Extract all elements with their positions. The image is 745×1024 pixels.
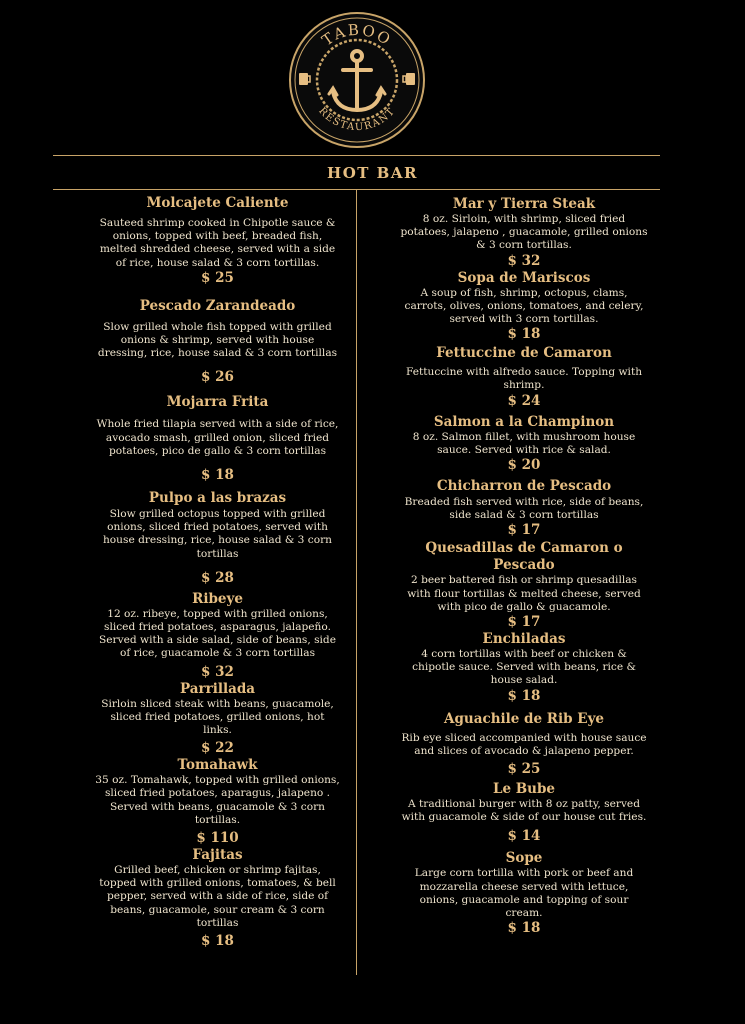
menu-item-name: Le Bube — [492, 781, 556, 798]
menu-item-name: Fajitas — [192, 847, 243, 864]
menu-item-price: $ 32 — [201, 663, 234, 680]
menu-item-name: Fettuccine de Camaron — [436, 345, 612, 362]
menu-item-price: $ 26 — [201, 369, 234, 386]
menu-item — [400, 781, 648, 845]
menu-item-price: $ 18 — [507, 326, 541, 343]
menu-item-description: Large corn tortilla with pork or beef and mozzarella cheese served with lettuce, onions, guacamole and topping of sour cream. — [414, 867, 634, 920]
menu-item-price: $ 32 — [507, 252, 541, 269]
menu-item — [400, 478, 648, 539]
logo-bottom-text: RESTAURANT — [316, 105, 398, 134]
column-divider — [356, 190, 357, 975]
menu-item-name: Chicharron de Pescado — [436, 478, 612, 495]
menu-item-description: Sirloin sliced steak with beans, guacamole, sliced fried potatoes, grilled onions, hot links. — [101, 697, 334, 737]
menu-item-description: 2 beer battered fish or shrimp quesadillas with flour tortillas & melted cheese, served with pico de gallo & guacamole. — [407, 574, 641, 613]
menu-item-price: $ 28 — [201, 569, 234, 586]
menu-item — [95, 394, 340, 484]
menu-item-price: $ 20 — [507, 457, 541, 474]
right-menu-column — [400, 196, 648, 937]
menu-item-description: Whole fried tilapia served with a side of rice, avocado smash, grilled onion, sliced fried potatoes, pico de gallo & 3 corn tortillas — [96, 418, 339, 457]
menu-item-price: $ 22 — [201, 740, 234, 757]
menu-item-name: Parrillada — [179, 680, 256, 697]
menu-item — [400, 631, 648, 705]
menu-item — [400, 270, 648, 344]
menu-item-description: Slow grilled whole fish topped with grilled onions & shrimp, served with house dressing, rice, house salad & 3 corn tortillas — [97, 320, 338, 360]
menu-item-name: Molcajete Caliente — [146, 195, 289, 211]
menu-item-description: 8 oz. Sirloin, with shrimp, sliced fried potatoes, jalapeno , guacamole, grilled onions & 3 corn tortillas. — [400, 213, 648, 252]
menu-item — [400, 540, 648, 631]
menu-item — [95, 195, 340, 287]
menu-item-description: A soup of fish, shrimp, octopus, clams, carrots, olives, onions, tomatoes, and celery, served with 3 corn tortillas. — [404, 286, 644, 326]
menu-item-description: Sauteed shrimp cooked in Chipotle sauce & onions, topped with beef, breaded fish, melted shredded cheese, served with a side of rice, house salad & 3 corn tortillas. — [99, 217, 336, 269]
menu-item-price: $ 25 — [507, 761, 541, 778]
menu-item-name: Mar y Tierra Steak — [452, 196, 596, 212]
menu-item — [400, 711, 648, 778]
menu-item-name: Ribeye — [192, 590, 243, 607]
taboo-restaurant-logo — [287, 10, 427, 150]
menu-item — [95, 591, 340, 681]
menu-item-name: Mojarra Frita — [166, 394, 269, 411]
menu-item-description: Rib eye sliced accompanied with house sauce and slices of avocado & jalapeno pepper. — [401, 731, 647, 757]
menu-item-price: $ 18 — [507, 920, 541, 937]
menu-item-description: Grilled beef, chicken or shrimp fajitas, topped with grilled onions, tomatoes, & bell pepper, served with a side of rice, side of beans, guacamole, sour cream & 3 corn tortillas — [99, 864, 336, 929]
menu-item-price: $ 18 — [507, 687, 541, 704]
menu-item — [95, 757, 340, 847]
menu-item-description: Breaded fish served with rice, side of beans, side salad & 3 corn tortillas — [404, 496, 644, 522]
menu-item-name: Aguachile de Rib Eye — [444, 710, 604, 727]
menu-item-description: 4 corn tortillas with beef or chicken & chipotle sauce. Served with beans, rice & house salad. — [412, 648, 636, 687]
menu-item-price: $ 110 — [196, 830, 239, 847]
menu-item-name: Quesadillas de Camaron o Pescado — [425, 540, 623, 574]
menu-item-description: 12 oz. ribeye, topped with grilled onions, sliced fried potatoes, asparagus, jalapeño. Served with a side salad, side of beans, side of rice, guacamole & 3 corn tortillas — [99, 607, 336, 660]
menu-item-name: Pulpo a las brazas — [148, 490, 287, 507]
left-menu-column — [95, 195, 340, 950]
menu-item — [95, 847, 340, 950]
menu-item-price: $ 25 — [201, 269, 234, 286]
menu-item-name: Sopa de Mariscos — [457, 269, 591, 286]
menu-item-name: Pescado Zarandeado — [139, 297, 296, 314]
menu-item-description: Slow grilled octopus topped with grilled onions, sliced fried potatoes, served with house dressing, rice, house salad & 3 corn tortillas — [102, 508, 332, 560]
menu-item-price: $ 14 — [507, 828, 541, 845]
menu-item-description: Fettuccine with alfredo sauce. Topping with shrimp. — [405, 366, 643, 392]
menu-item-price: $ 18 — [201, 933, 234, 950]
menu-item-name: Enchiladas — [482, 631, 566, 648]
section-title: HOT BAR — [327, 164, 418, 182]
menu-item-description: 35 oz. Tomahawk, topped with grilled onions, sliced fried potatoes, aparagus, jalapeno . Served with beans, guacamole & 3 corn tortillas. — [95, 774, 340, 826]
menu-item — [95, 681, 340, 758]
menu-item-name: Salmon a la Champinon — [433, 413, 615, 430]
menu-item-price: $ 17 — [507, 522, 541, 539]
menu-item-description: A traditional burger with 8 oz patty, served with guacamole & side of our house cut fries. — [401, 798, 647, 824]
menu-item — [400, 414, 648, 474]
menu-item-price: $ 24 — [507, 392, 541, 409]
menu-item-name: Tomahawk — [177, 757, 258, 774]
menu-item-name: Sope — [505, 850, 543, 867]
menu-item-description: 8 oz. Salmon fillet, with mushroom house sauce. Served with rice & salad. — [412, 430, 636, 456]
menu-item-price: $ 17 — [507, 614, 541, 631]
menu-item — [400, 850, 648, 937]
logo-top-text: TABOO — [318, 20, 396, 50]
top-divider — [53, 155, 660, 156]
menu-item — [400, 196, 648, 270]
menu-item — [95, 298, 340, 387]
menu-item — [400, 345, 648, 409]
menu-item-price: $ 18 — [201, 467, 234, 484]
menu-item — [95, 490, 340, 587]
